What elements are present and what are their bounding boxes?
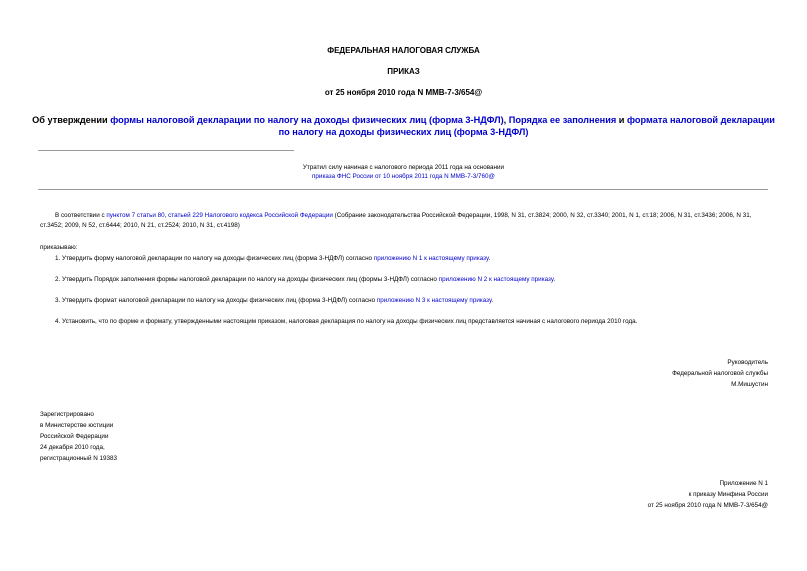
title-link-format[interactable]: формата налоговой декларации по налогу на доходы физических лиц (форма 3-НДФЛ) xyxy=(278,115,775,137)
registration-line: Российской Федерации xyxy=(40,433,109,440)
order-item-1 xyxy=(55,254,775,263)
signature-agency: Федеральной налоговой службы xyxy=(672,370,768,377)
divider xyxy=(38,150,294,151)
order-item-end: . xyxy=(553,276,556,283)
preamble-text: (Собрание законодательства Российской Федерации, 1998, N 31, ст.3824; 2000, N 32, ст.3340; 2001, N 1, ст.18; 2006, N 31, ст.3436; 2006, N 31, ст.3452; 2009, N 52, ст.6444; 2010, N 21, ст.2524; 2010, N 31, ст.4198) xyxy=(40,212,752,229)
document-title xyxy=(30,114,777,138)
preamble-link-article-80[interactable]: пунктом 7 статьи 80 xyxy=(106,212,165,219)
appendix-1-link[interactable]: приложению N 1 к настоящему приказу xyxy=(373,255,489,262)
order-item-text: 4. Установить, что по форме и формату, утвержденными настоящим приказом, налоговая декларация по налогу на доходы физических лиц представляется начиная с налогового периода 2010 года. xyxy=(55,318,638,325)
order-item-end: . xyxy=(491,297,494,304)
registration-line: Зарегистрировано xyxy=(40,411,94,418)
appendix-number: Приложение N 1 xyxy=(719,480,768,487)
registration-line: регистрационный N 19383 xyxy=(40,455,118,462)
appendix-ref: к приказу Минфина России xyxy=(688,491,768,498)
title-link-form[interactable]: формы налоговой декларации по налогу на доходы физических лиц (форма 3-НДФЛ) xyxy=(110,115,504,125)
preamble xyxy=(40,211,775,230)
doc-type: ПРИКАЗ xyxy=(387,67,420,76)
title-text: и xyxy=(616,115,628,125)
preamble-text: В соответствии с xyxy=(55,212,107,219)
signature-block xyxy=(672,357,768,390)
preamble-link-article-229[interactable]: статьей 229 Налогового кодекса Российской Федерации xyxy=(168,212,333,219)
appendix-3-link[interactable]: приложению N 3 к настоящему приказу xyxy=(376,297,492,304)
signature-position: Руководитель xyxy=(727,359,768,366)
order-item-text: 2. Утвердить Порядок заполнения формы налоговой декларации по налогу на доходы физических лиц (формы 3-НДФЛ) согласно xyxy=(55,276,439,283)
order-item-2 xyxy=(55,275,775,284)
order-item-text: 1. Утвердить форму налоговой декларации по налогу на доходы физических лиц (форма 3-НДФЛ) согласно xyxy=(55,255,374,262)
appendix-header xyxy=(648,478,768,511)
status-notice xyxy=(0,163,807,181)
registration-block xyxy=(40,409,117,464)
order-item-end: . xyxy=(488,255,491,262)
signature-name: М.Мишустин xyxy=(731,381,768,388)
order-word: приказываю: xyxy=(40,244,78,251)
registration-line: 24 декабря 2010 года, xyxy=(40,444,105,451)
agency-name: ФЕДЕРАЛЬНАЯ НАЛОГОВАЯ СЛУЖБА xyxy=(327,46,480,55)
appendix-2-link[interactable]: приложению N 2 к настоящему приказу xyxy=(438,276,554,283)
order-item-3 xyxy=(55,296,775,305)
appendix-date: от 25 ноября 2010 года N ММВ-7-3/654@ xyxy=(647,502,768,509)
doc-date-number: от 25 ноября 2010 года N ММВ-7-3/654@ xyxy=(324,88,483,97)
title-text: Об утверждении xyxy=(32,115,111,125)
preamble-text: , xyxy=(164,212,169,219)
title-link-procedure[interactable]: Порядка ее заполнения xyxy=(508,115,617,125)
status-link[interactable]: приказа ФНС России от 10 ноября 2011 года N ММВ-7-3/760@ xyxy=(312,173,495,180)
order-item-text: 3. Утвердить формат налоговой декларации по налогу на доходы физических лиц (форма 3-НДФЛ) согласно xyxy=(55,297,377,304)
order-item-4 xyxy=(55,317,775,326)
title-text: , xyxy=(503,115,509,125)
divider xyxy=(38,189,768,190)
registration-line: в Министерстве юстиции xyxy=(40,422,114,429)
status-text: Утратил силу начиная с налогового периода 2011 года на основании xyxy=(302,164,505,171)
